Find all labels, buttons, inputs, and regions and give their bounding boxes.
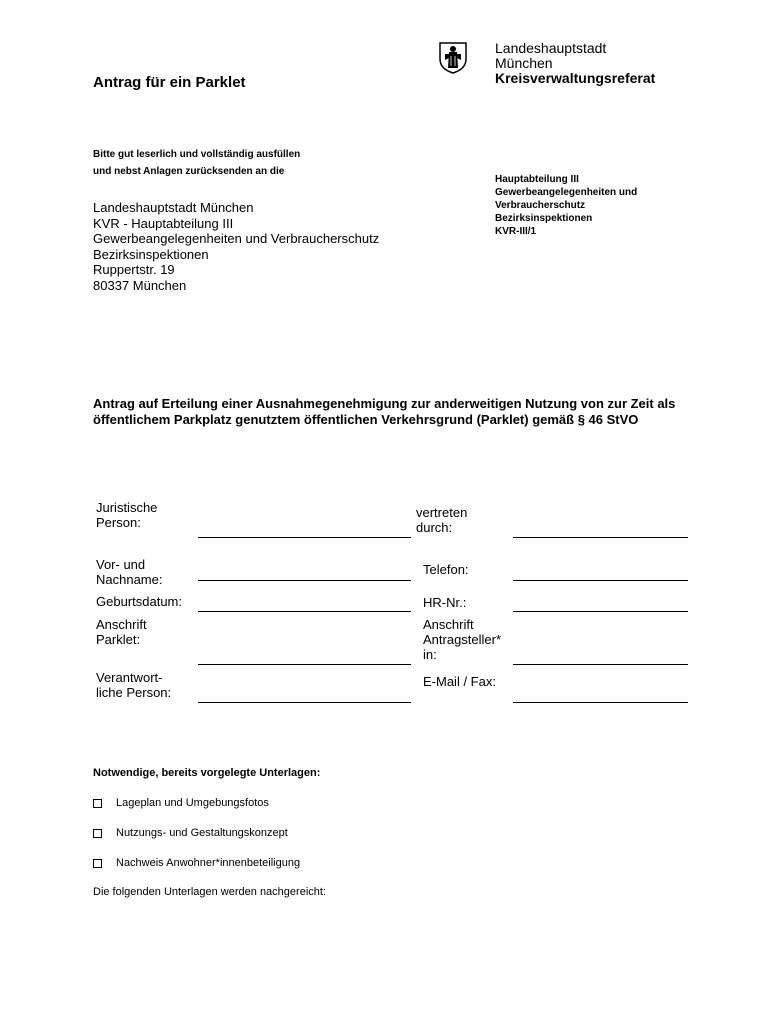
label-email-fax: E-Mail / Fax: xyxy=(423,674,496,689)
label-vertreten-durch: vertreten durch: xyxy=(416,505,468,535)
followup-documents-text: Die folgenden Unterlagen werden nachgereicht: xyxy=(93,886,326,898)
department-line: Verbraucherschutz xyxy=(495,200,586,211)
checkbox-konzept[interactable] xyxy=(93,829,102,838)
instructions xyxy=(93,146,300,180)
address-line: KVR - Hauptabteilung III xyxy=(93,215,234,231)
label-anschrift-parklet: Anschrift Parklet: xyxy=(96,617,147,647)
documents-heading: Notwendige, bereits vorgelegte Unterlagen: xyxy=(93,767,321,779)
label-verantwortliche-person: Verantwort- liche Person: xyxy=(96,670,172,700)
verantwortliche-person-field[interactable] xyxy=(198,702,411,703)
label-hr-nr: HR-Nr.: xyxy=(423,595,467,610)
label-anschrift-antragsteller: Anschrift Antragsteller* in: xyxy=(423,617,502,662)
document-item-lageplan xyxy=(93,797,269,809)
org-name-line2: München xyxy=(495,55,553,71)
juristische-person-field[interactable] xyxy=(198,537,411,538)
department-line: Gewerbeangelegenheiten und xyxy=(495,187,638,198)
document-item-label: Nachweis Anwohner*innenbeteiligung xyxy=(116,857,301,869)
document-item-konzept xyxy=(93,827,288,839)
instructions-line1: Bitte gut leserlich und vollständig ausfüllen xyxy=(93,149,301,160)
application-subject: Antrag auf Erteilung einer Ausnahmegenehmigung zur anderweitigen Nutzung von zur Zeit als öffentlichem Parkplatz genutztem öffentlichen Verkehrsgrund (Parklet) gemäß § 46 StVO xyxy=(93,396,676,427)
recipient-address xyxy=(93,200,379,294)
checkbox-anwohner[interactable] xyxy=(93,859,102,868)
label-vor-nachname: Vor- und Nachname: xyxy=(96,557,163,587)
label-geburtsdatum: Geburtsdatum: xyxy=(96,594,182,609)
checkbox-lageplan[interactable] xyxy=(93,799,102,808)
organization-block xyxy=(495,41,655,86)
address-line: Gewerbeangelegenheiten und Verbraucherschutz xyxy=(93,231,380,247)
label-juristische-person: Juristische Person: xyxy=(96,500,158,530)
document-item-label: Nutzungs- und Gestaltungskonzept xyxy=(116,827,288,839)
email-fax-field[interactable] xyxy=(513,702,688,703)
anschrift-antragsteller-field[interactable] xyxy=(513,664,688,665)
org-name-line1: Landeshauptstadt xyxy=(495,40,607,56)
address-line: Bezirksinspektionen xyxy=(93,246,209,262)
department-line: KVR-III/1 xyxy=(495,226,537,237)
org-department: Kreisverwaltungsreferat xyxy=(495,70,656,86)
address-line: 80337 München xyxy=(93,277,187,293)
department-line: Bezirksinspektionen xyxy=(495,213,593,224)
form-title: Antrag für ein Parklet xyxy=(93,74,246,91)
geburtsdatum-field[interactable] xyxy=(198,611,411,612)
department-block xyxy=(495,173,637,238)
telefon-field[interactable] xyxy=(513,580,688,581)
document-item-anwohner xyxy=(93,857,300,869)
anschrift-parklet-field[interactable] xyxy=(198,664,411,665)
hr-nr-field[interactable] xyxy=(513,611,688,612)
address-line: Ruppertstr. 19 xyxy=(93,262,175,278)
vertreten-durch-field[interactable] xyxy=(513,537,688,538)
instructions-line2: und nebst Anlagen zurücksenden an die xyxy=(93,166,285,177)
address-line: Landeshauptstadt München xyxy=(93,200,254,215)
name-field[interactable] xyxy=(198,580,411,581)
department-line: Hauptabteilung III xyxy=(495,174,579,185)
label-telefon: Telefon: xyxy=(423,562,469,577)
document-item-label: Lageplan und Umgebungsfotos xyxy=(116,797,269,809)
munich-coat-of-arms-icon xyxy=(439,42,467,74)
